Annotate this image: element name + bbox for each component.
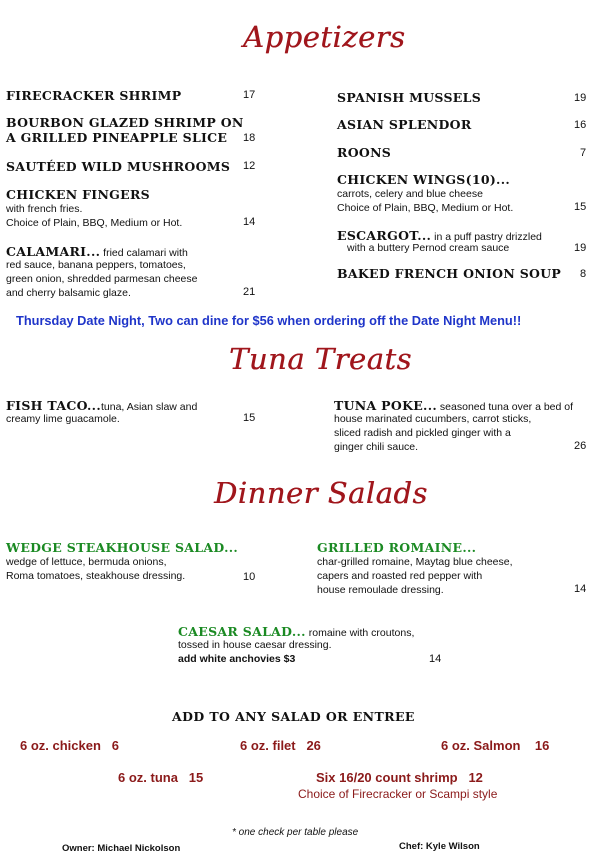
escargot-desc-line0: in a puff pastry drizzled: [431, 231, 542, 243]
tuna-treats-title: Tuna Treats: [229, 342, 412, 376]
firecracker-shrimp-name: FIRECRACKER SHRIMP: [6, 88, 182, 103]
chicken-wings-price: 15: [574, 201, 587, 213]
fish-taco-desc-line1: creamy lime guacamole.: [6, 413, 120, 425]
chef-credit: Chef: Kyle Wilson: [399, 841, 480, 852]
escargot-price: 19: [574, 242, 587, 254]
check-note: * one check per table please: [232, 827, 359, 838]
wedge-salad-desc-line1: wedge of lettuce, bermuda onions,: [6, 556, 167, 568]
fish-taco-name: FISH TACO...: [6, 398, 101, 413]
wedge-salad-price: 10: [243, 571, 256, 583]
grilled-romaine-name: GRILLED ROMAINE...: [317, 540, 477, 555]
owner-credit: Owner: Michael Nickolson: [62, 843, 181, 854]
sauteed-mushrooms-price: 12: [243, 160, 256, 172]
tuna-poke-desc-line3: ginger chili sauce.: [334, 441, 419, 453]
french-onion-soup-name: BAKED FRENCH ONION SOUP: [337, 266, 562, 281]
chicken-fingers-name: CHICKEN FINGERS: [6, 187, 150, 202]
addon-salmon: 6 oz. Salmon 16: [441, 738, 550, 753]
calamari-desc-line1: red sauce, banana peppers, tomatoes,: [6, 259, 186, 271]
spanish-mussels-price: 19: [574, 92, 587, 104]
tuna-poke-name: TUNA POKE...: [334, 398, 438, 413]
sauteed-mushrooms-name: SAUTÉED WILD MUSHROOMS: [6, 159, 231, 174]
bourbon-shrimp-name-line1: BOURBON GLAZED SHRIMP ON: [6, 115, 244, 130]
escargot-desc-line1: with a buttery Pernod cream sauce: [347, 242, 510, 254]
date-night-banner: Thursday Date Night, Two can dine for $56 when ordering off the Date Night Menu!!: [16, 313, 522, 328]
fish-taco-desc-line0: tuna, Asian slaw and: [101, 401, 198, 413]
grilled-romaine-desc-line3: house remoulade dressing.: [317, 584, 444, 596]
caesar-salad-price: 14: [429, 653, 442, 665]
bourbon-shrimp-name-line2: A GRILLED PINEAPPLE SLICE: [6, 130, 228, 145]
wedge-salad-name: WEDGE STEAKHOUSE SALAD...: [6, 540, 239, 555]
tuna-poke-desc-line0: seasoned tuna over a bed of: [437, 401, 574, 413]
tuna-poke-desc-line1: house marinated cucumbers, carrot sticks,: [334, 413, 532, 425]
asian-splendor-name: ASIAN SPLENDOR: [337, 117, 472, 132]
addon-shrimp-note: Choice of Firecracker or Scampi style: [298, 787, 498, 801]
roons-name: ROONS: [337, 145, 392, 160]
chicken-wings-desc-line2: Choice of Plain, BBQ, Medium or Hot.: [337, 202, 514, 214]
addon-tuna: 6 oz. tuna 15: [118, 770, 204, 785]
caesar-salad-desc-line1: tossed in house caesar dressing.: [178, 639, 332, 651]
grilled-romaine-price: 14: [574, 583, 587, 595]
addon-filet: 6 oz. filet 26: [240, 738, 321, 753]
spanish-mussels-name: SPANISH MUSSELS: [337, 90, 482, 105]
caesar-salad-desc-line0: romaine with croutons,: [305, 627, 415, 639]
fish-taco-price: 15: [243, 412, 256, 424]
french-onion-soup-price: 8: [580, 268, 587, 280]
appetizers-title: Appetizers: [243, 20, 406, 54]
calamari-desc-line0: fried calamari with: [100, 247, 188, 259]
addon-chicken: 6 oz. chicken 6: [20, 738, 119, 753]
firecracker-shrimp-price: 17: [243, 89, 256, 101]
asian-splendor-price: 16: [574, 119, 587, 131]
tuna-poke-price: 26: [574, 440, 587, 452]
grilled-romaine-desc-line1: char-grilled romaine, Maytag blue cheese,: [317, 556, 513, 568]
chicken-wings-name: CHICKEN WINGS(10)...: [337, 172, 511, 187]
addon-shrimp: Six 16/20 count shrimp 12: [316, 770, 483, 785]
wedge-salad-desc-line2: Roma tomatoes, steakhouse dressing.: [6, 570, 186, 582]
roons-price: 7: [580, 147, 587, 159]
bourbon-shrimp-price: 18: [243, 132, 256, 144]
escargot-name: ESCARGOT...: [337, 228, 432, 243]
calamari-desc-line2: green onion, shredded parmesan cheese: [6, 273, 198, 285]
calamari-name: CALAMARI...: [6, 244, 101, 259]
tuna-poke-desc-line2: sliced radish and pickled ginger with a: [334, 427, 511, 439]
grilled-romaine-desc-line2: capers and roasted red pepper with: [317, 570, 483, 582]
calamari-price: 21: [243, 286, 256, 298]
calamari-desc-line3: and cherry balsamic glaze.: [6, 287, 131, 299]
chicken-fingers-price: 14: [243, 216, 256, 228]
addons-heading: ADD TO ANY SALAD OR ENTREE: [172, 709, 415, 724]
chicken-fingers-desc-line1: with french fries.: [6, 203, 83, 215]
chicken-wings-desc-line1: carrots, celery and blue cheese: [337, 188, 483, 200]
chicken-fingers-desc-line2: Choice of Plain, BBQ, Medium or Hot.: [6, 217, 183, 229]
dinner-salads-title: Dinner Salads: [214, 476, 428, 510]
caesar-salad-name: CAESAR SALAD...: [178, 624, 306, 639]
caesar-salad-anchovies: add white anchovies $3: [178, 653, 296, 665]
